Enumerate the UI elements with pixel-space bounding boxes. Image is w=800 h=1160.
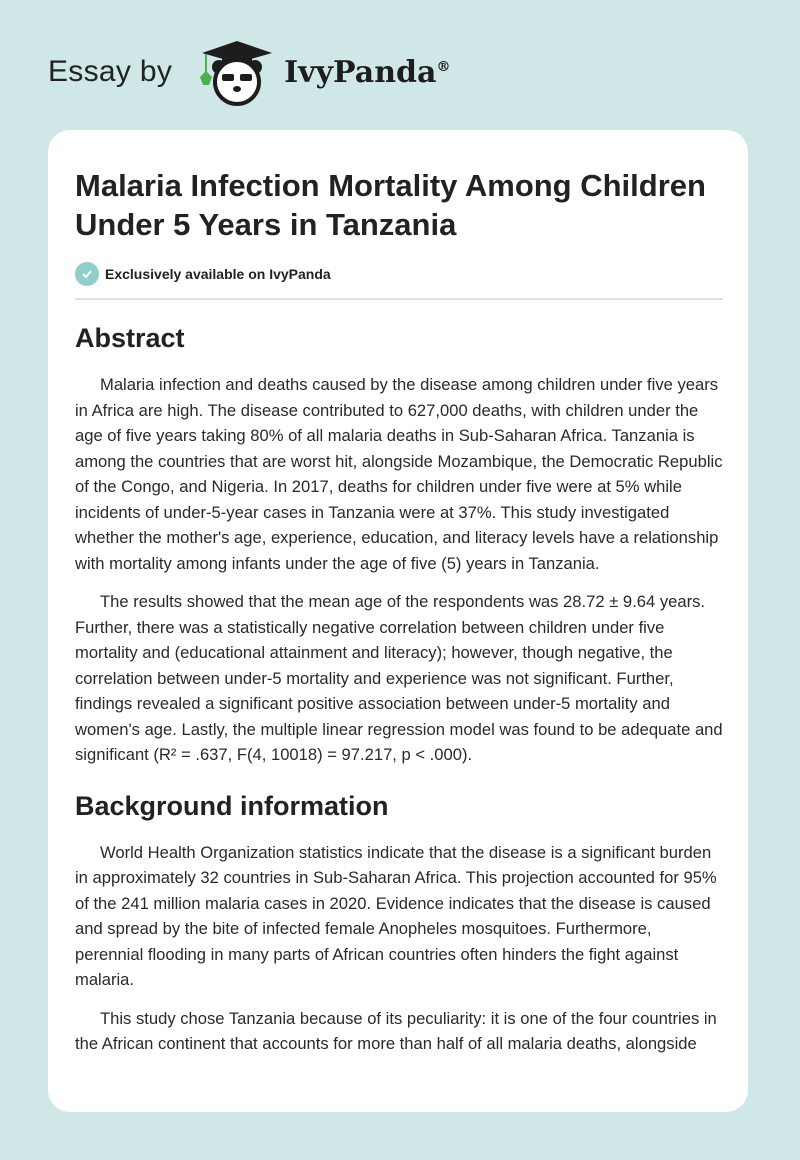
panda-logo-icon [192,37,282,107]
paragraph: World Health Organization statistics indicate that the disease is a significant burden in approximately 32 countries in Sub-Saharan Africa. This projection accounted for 95% of the 241 million malaria cases in 2020. Evidence indicates that the disease is caused and spread by the bite of infected female Anopheles mosquitoes. Furthermore, perennial flooding in many parts of African countries often hinders the fight against malaria. [75,842,717,989]
badge-label: Exclusively available on IvyPanda [105,266,331,282]
divider [75,298,723,300]
article-card [48,130,748,1112]
essay-by-label: Essay by [48,55,173,88]
section-heading: Background information [75,790,389,821]
section-heading: Abstract [75,323,185,353]
article-title: Malaria Infection Mortality Among Children Under 5 Years in Tanzania [75,168,706,242]
check-icon [75,262,99,286]
paragraph: Malaria infection and deaths caused by the disease among children under five years in Africa are high. The disease contributed to 627,000 deaths, with children under the age of five years taking 80% of all malaria deaths in Sub-Saharan Africa. Tanzania is among the countries that are worst hit, alongside Mozambique, the Democratic Republic of the Congo, and Nigeria. In 2017, deaths for children under five were at 5% while incidents of under-5-year cases in Tanzania were at 37%. This study investigated whether the mother's age, experience, education, and literacy levels have a relationship with mortality among infants under the age of five (5) years in Tanzania. [75,375,723,573]
brand-header[interactable] [48,42,450,102]
ivypanda-wordmark: IvyPanda® [284,54,451,90]
paragraph: The results showed that the mean age of the respondents was 28.72 ± 9.64 years. Further, there was a statistically negative correlation between children under five mortality and (educational attainment and literacy); however, though negative, the correlation between under-5 mortality and experience was not significant. Further, findings revealed a significant positive association between under-5 mortality and women's age. Lastly, the multiple linear regression model was found to be adequate and significant (R² = .637, F(4, 10018) = 97.217, p < .000). [75,592,723,764]
exclusive-badge [75,262,723,286]
paragraph: This study chose Tanzania because of its peculiarity: it is one of the four countries in the African continent that accounts for more than half of all malaria deaths, alongside [75,1008,717,1053]
